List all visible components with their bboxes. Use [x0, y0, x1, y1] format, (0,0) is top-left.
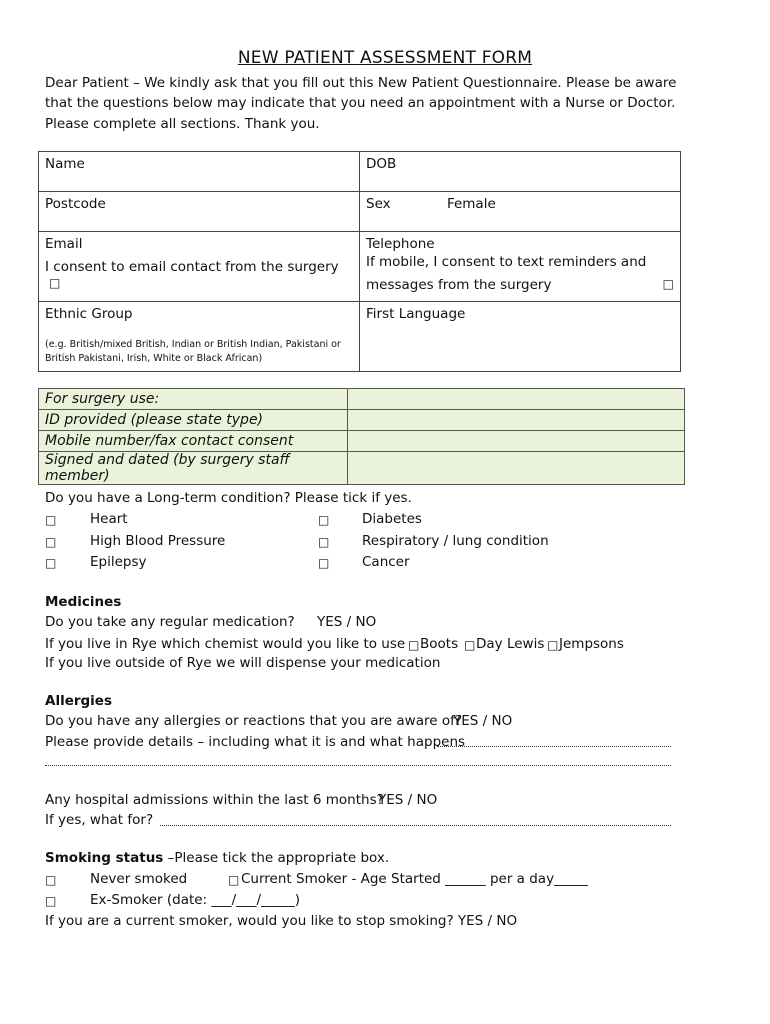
diabetes-label: Diabetes [362, 511, 422, 527]
day-lewis-label: Day Lewis [476, 636, 545, 652]
surgery-use-table [38, 388, 685, 485]
telephone-label: Telephone [366, 236, 435, 252]
epilepsy-checkbox[interactable]: □ [45, 556, 57, 570]
email-consent-label: I consent to email contact from the surgery [45, 259, 339, 275]
blood-pressure-checkbox[interactable]: □ [45, 535, 57, 549]
conditions-question: Do you have a Long-term condition? Please tick if yes. [45, 490, 412, 506]
medicines-heading: Medicines [45, 594, 122, 610]
heart-label: Heart [90, 511, 128, 527]
patient-details-table [38, 151, 681, 372]
cancer-checkbox[interactable]: □ [318, 556, 330, 570]
intro-line-3: Please complete all sections. Thank you. [45, 116, 320, 132]
sms-consent-line-2: messages from the surgery [366, 277, 552, 293]
page-title: NEW PATIENT ASSESSMENT FORM [237, 48, 533, 68]
id-provided-cell[interactable] [348, 410, 685, 431]
email-consent-checkbox[interactable]: □ [49, 276, 61, 290]
stop-smoking-question: If you are a current smoker, would you like to stop smoking? YES / NO [45, 913, 518, 929]
dob-field[interactable] [360, 152, 681, 192]
allergies-yes-no[interactable]: YES / NO [453, 713, 513, 729]
respiratory-label: Respiratory / lung condition [362, 533, 549, 549]
never-smoked-label: Never smoked [90, 871, 188, 887]
epilepsy-label: Epilepsy [90, 554, 147, 570]
allergies-details-line-1[interactable] [437, 746, 671, 747]
id-provided-label: ID provided (please state type) [39, 410, 348, 431]
boots-label: Boots [420, 636, 459, 652]
signed-dated-label: Signed and dated (by surgery staff member) [39, 452, 348, 485]
intro-line-2: that the questions below may indicate that you need an appointment with a Nurse or Doctor. [45, 95, 676, 111]
allergies-heading: Allergies [45, 693, 112, 709]
allergies-details-label: Please provide details – including what it is and what happens [45, 734, 466, 750]
diabetes-checkbox[interactable]: □ [318, 513, 330, 527]
medication-yes-no[interactable]: YES / NO [317, 614, 377, 630]
allergies-question: Do you have any allergies or reactions that you are aware of? [45, 713, 462, 729]
smoking-heading-row [45, 850, 389, 866]
boots-checkbox[interactable]: □ [408, 638, 420, 652]
hospital-question: Any hospital admissions within the last 6 months? [45, 792, 384, 808]
sms-consent-checkbox[interactable]: □ [662, 277, 674, 291]
dob-label: DOB [366, 156, 397, 172]
first-language-field[interactable] [360, 302, 681, 372]
ethnic-hint-line-1: (e.g. British/mixed British, Indian or British Indian, Pakistani or [45, 339, 341, 350]
ethnic-group-field[interactable] [39, 302, 360, 372]
name-label: Name [45, 156, 85, 172]
ethnic-group-label: Ethnic Group [45, 306, 133, 322]
day-lewis-checkbox[interactable]: □ [464, 638, 476, 652]
sex-field[interactable] [360, 192, 681, 232]
hospital-yes-no[interactable]: YES / NO [378, 792, 438, 808]
smoking-heading: Smoking status [45, 850, 164, 866]
surgery-use-heading: For surgery use: [39, 389, 348, 410]
dispense-note: If you live outside of Rye we will dispense your medication [45, 655, 441, 671]
contact-consent-cell[interactable] [348, 431, 685, 452]
hospital-reason-line[interactable] [160, 825, 671, 826]
blood-pressure-label: High Blood Pressure [90, 533, 226, 549]
current-smoker-label: Current Smoker - Age Started ______ per a day_____ [241, 871, 588, 887]
cancer-label: Cancer [362, 554, 410, 570]
ethnic-group-hint [45, 338, 353, 366]
hospital-reason-label: If yes, what for? [45, 812, 154, 828]
contact-consent-label: Mobile number/fax contact consent [39, 431, 348, 452]
sex-value: Female [446, 196, 496, 212]
name-field[interactable] [39, 152, 360, 192]
telephone-field[interactable] [360, 232, 681, 302]
sex-label: Sex [366, 196, 391, 212]
email-label: Email [45, 236, 83, 252]
email-field[interactable] [39, 232, 360, 302]
signed-dated-cell[interactable] [348, 452, 685, 485]
heart-checkbox[interactable]: □ [45, 513, 57, 527]
postcode-field[interactable] [39, 192, 360, 232]
medication-question: Do you take any regular medication? [45, 614, 295, 630]
postcode-label: Postcode [45, 196, 106, 212]
ex-smoker-label: Ex-Smoker (date: ___/___/_____) [90, 892, 301, 908]
jempsons-checkbox[interactable]: □ [547, 638, 559, 652]
chemist-question: If you live in Rye which chemist would you like to use [45, 636, 406, 652]
first-language-label: First Language [366, 306, 466, 322]
intro-line-1: Dear Patient – We kindly ask that you fill out this New Patient Questionnaire. Please be aware [45, 75, 677, 91]
smoking-instruction: –Please tick the appropriate box. [167, 850, 390, 866]
allergies-details-line-2[interactable] [45, 765, 671, 766]
ex-smoker-checkbox[interactable]: □ [45, 894, 57, 908]
ethnic-hint-line-2: British Pakistani, Irish, White or Black African) [45, 353, 263, 364]
never-smoked-checkbox[interactable]: □ [45, 873, 57, 887]
jempsons-label: Jempsons [559, 636, 624, 652]
surgery-use-cell-1[interactable] [348, 389, 685, 410]
sms-consent-line-1: If mobile, I consent to text reminders and [366, 254, 647, 270]
respiratory-checkbox[interactable]: □ [318, 535, 330, 549]
current-smoker-checkbox[interactable]: □ [228, 873, 240, 887]
